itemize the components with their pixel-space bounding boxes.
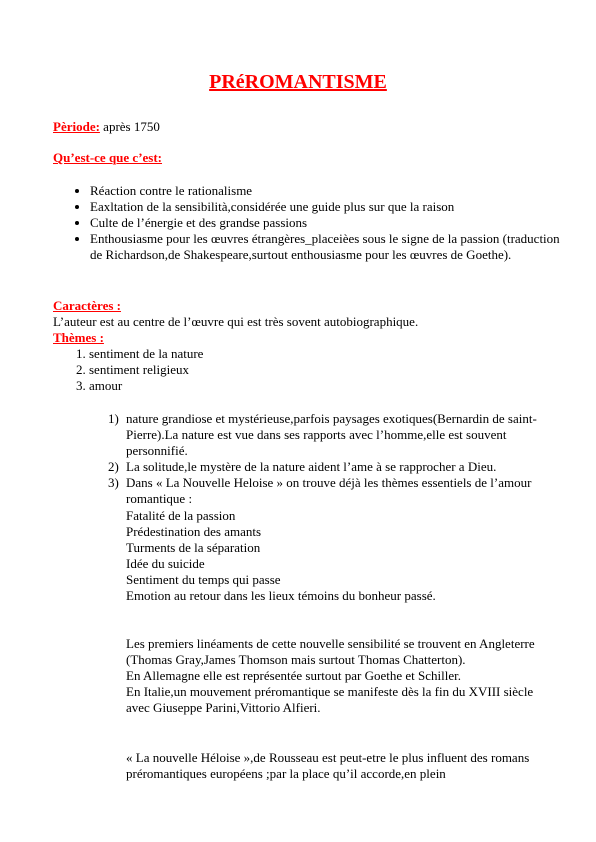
amour-themes (126, 508, 536, 604)
list-item: 2. sentiment religieux (89, 362, 203, 378)
caracteres-section (53, 298, 533, 346)
periode-line (53, 119, 160, 135)
periode-value: après 1750 (99, 119, 160, 134)
amour-item: Prédestination des amants (126, 524, 262, 539)
quest-heading: Qu’est-ce que c’est: (53, 150, 163, 165)
themes-detail-list (108, 411, 558, 507)
themes-list (53, 346, 203, 394)
caracteres-text: L’auteur est au centre de l’œuvre qui est très sovent autobiographique. (53, 314, 419, 329)
list-item (108, 475, 558, 507)
list-item: 1. sentiment de la nature (89, 346, 203, 362)
item-number: 3) (108, 475, 119, 490)
page-title: PRéROMANTISME (209, 71, 387, 93)
paragraph: En Italie,un mouvement préromantique se manifeste dès la fin du XVIII siècle avec Giuseppe Parini,Vittorio Alfieri. (126, 684, 534, 715)
amour-item: Fatalité de la passion (126, 508, 236, 523)
item-text: Dans « La Nouvelle Heloise » on trouve déjà les thèmes essentiels de l’amour romantique : (126, 475, 532, 506)
periode-label: Pèriode: (53, 119, 100, 134)
amour-item: Sentiment du temps qui passe (126, 572, 281, 587)
list-item (108, 411, 558, 459)
themes-heading: Thèmes : (53, 330, 104, 345)
amour-item: Emotion au retour dans les lieux témoins du bonheur passé. (126, 588, 436, 603)
list-item: • Culte de l’énergie et des grandse passions (90, 215, 570, 231)
item-number: 2) (108, 459, 119, 474)
list-item: • Eaxltation de la sensibilità,considérée une guide plus sur que la raison (90, 199, 570, 215)
list-item: 3. amour (89, 378, 203, 394)
paragraph: Les premiers linéaments de cette nouvelle sensibilité se trouvent en Angleterre (Thomas Gray,James Thomson mais surtout Thomas Chatterton). (126, 636, 535, 667)
definition-list (53, 183, 570, 263)
body-paragraphs (126, 636, 536, 716)
item-number: 1) (108, 411, 119, 426)
item-text: La solitude,le mystère de la nature aident l’ame à se rapprocher a Dieu. (126, 459, 497, 474)
list-item (108, 459, 558, 475)
item-text: nature grandiose et mystérieuse,parfois paysages exotiques(Bernardin de saint-Pierre).La nature est vue dans ses rapports avec l’homme,elle est souvent personnifié. (126, 411, 537, 458)
closing-paragraph (126, 750, 536, 782)
amour-item: Idée du suicide (126, 556, 205, 571)
list-item: • Réaction contre le rationalisme (90, 183, 570, 199)
paragraph: En Allemagne elle est représentée surtout par Goethe et Schiller. (126, 668, 461, 683)
caracteres-heading: Caractères : (53, 298, 121, 313)
amour-item: Turments de la séparation (126, 540, 261, 555)
list-item: • Enthousiasme pour les œuvres étrangères_placeièes sous le signe de la passion (traduction de Richardson,de Shakespeare,surtout enthousiasme pour les œuvres de Goethe). (90, 231, 570, 263)
paragraph: « La nouvelle Héloise »,de Rousseau est peut-etre le plus influent des romans préromantiques européens ;par la place qu’il accorde,en plein (126, 750, 530, 781)
